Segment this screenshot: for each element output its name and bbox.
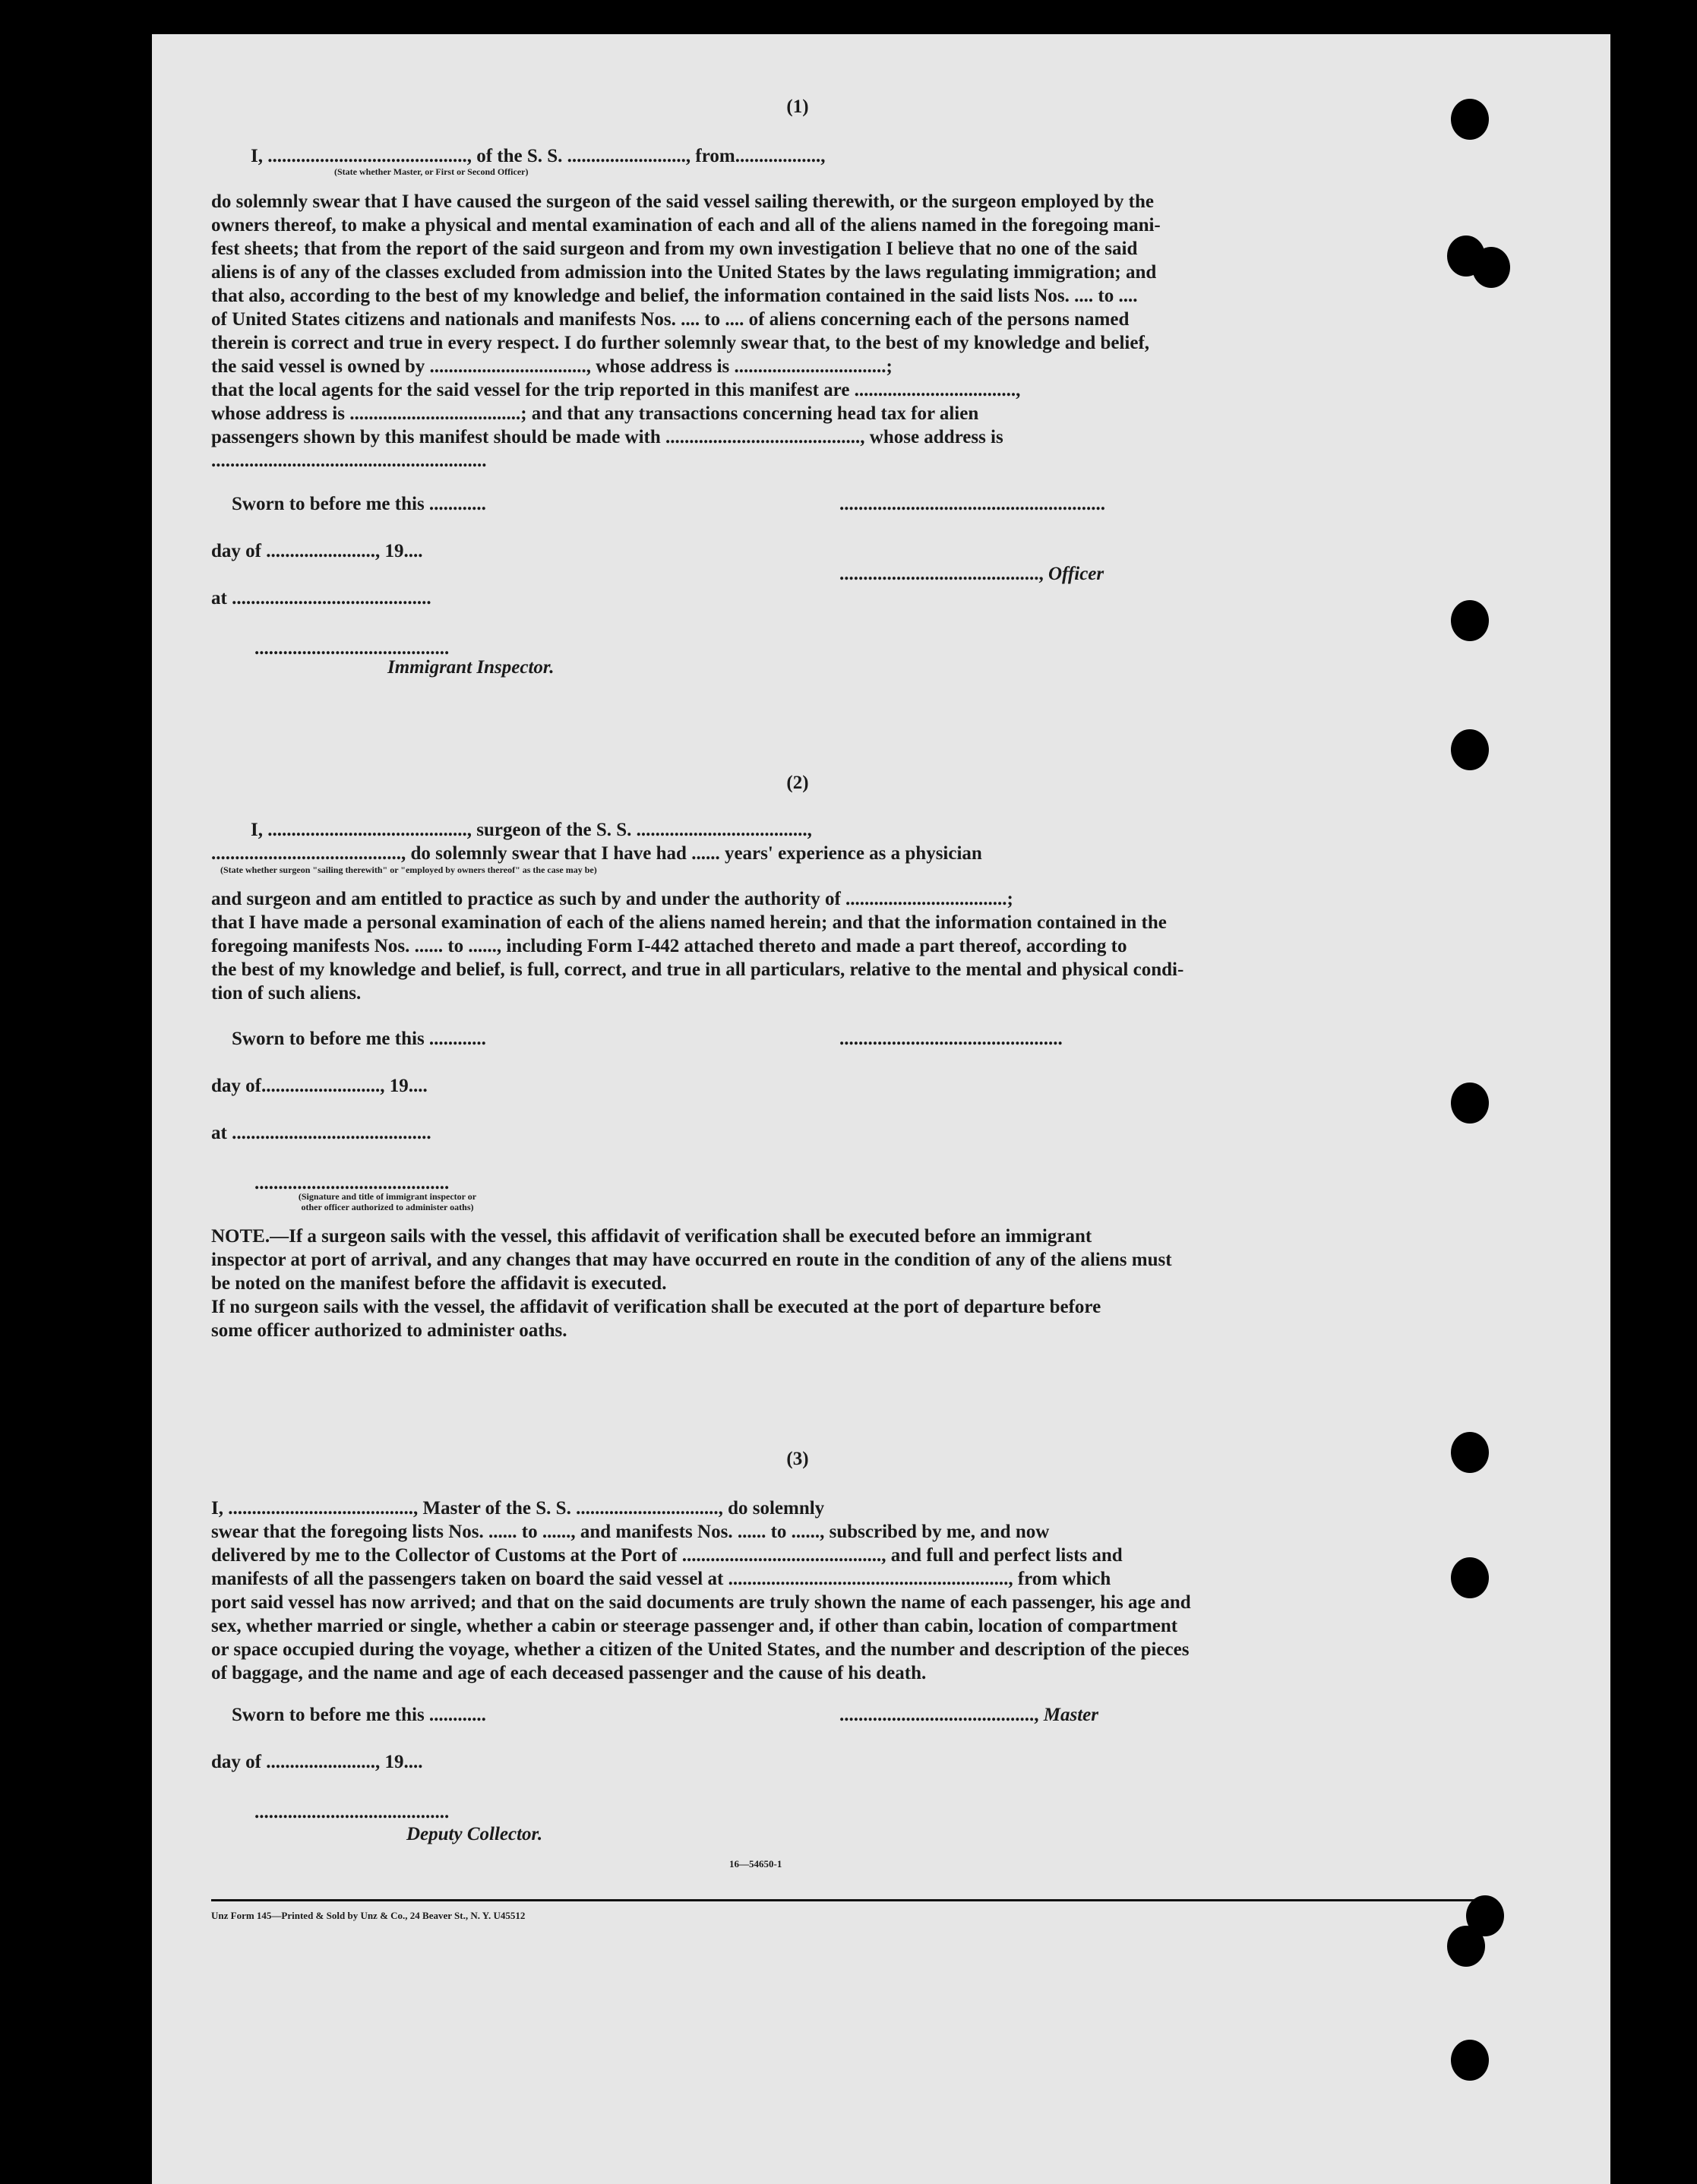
section-2-note: NOTE.—If a surgeon sails with the vessel, this affidavit of verification shall be executed before an immigrant inspector at port of arrival, and any changes that may have occurred en route in the condition of any of the aliens must be noted on the manifest before the affidavit is executed. If no surgeon sails with the vessel, the affidavit of verification shall be executed at the port of departure before some officer authorized to administer oaths. <box>211 1226 1172 1341</box>
section-3-master-row <box>839 1703 1098 1727</box>
section-3-day: day of ......................., 19.... <box>211 1752 423 1772</box>
section-2-inspector-line: ......................................... <box>254 1173 450 1193</box>
footer-rule <box>211 1899 1480 1901</box>
section-1-body: do solemnly swear that I have caused the surgeon of the said vessel sailing therewith, or the surgeon employed by the owners thereof, to make a physical and mental examination of each and all of the aliens named in the foregoing mani- fest sheets; that from the report of the said surgeon and from my own investigation I believe that no one of the said aliens is of any of the classes excluded from admission into the United States by the laws regulating immigration; and that also, according to the best of my knowledge and belief, the information contained in the said lists Nos. .... to .... of United States citizens and nationals and manifests Nos. .... to .... of aliens concerning each of the persons named therein is correct and true in every respect. I do further solemnly swear that, to the best of my knowledge and belief, the said vessel is owned by ................................., whose address is ................................; that the local agents for the said vessel for the trip reported in this manifest are .................................., whose address is ....................................; and that any transactions concerning head tax for alien passengers shown by this manifest should be made with ........................................., whose address is .......................................................... <box>211 191 1161 471</box>
punch-hole <box>1451 1557 1489 1598</box>
section-1-caption: (State whether Master, or First or Second Officer) <box>334 166 529 177</box>
section-2-signature-line: ............................................... <box>839 1029 1063 1049</box>
document-page <box>152 34 1610 2184</box>
section-1-inspector-line: ......................................... <box>254 638 450 659</box>
section-3-body: I, ......................................., Master of the S. S. .............................., do solemnly swear that the foregoing lists Nos. ...... to ......, and manifests Nos. ...... to ......, subscribed by me, and now delivered by me to the Collector of Customs at the Port of .........................................., and full and perfect lists and manifests of all the passengers taken on board the said vessel at ..........................................................., from which port said vessel has now arrived; and that on the said documents are truly shown the name of each passenger, his age and sex, whether married or single, whether a cabin or steerage passenger and, if other than cabin, location of compartment or space occupied during the voyage, whether a citizen of the United States, and the number and description of the pieces of baggage, and the name and age of each deceased passenger and the cause of his death. <box>211 1498 1191 1683</box>
footer-imprint: Unz Form 145—Printed & Sold by Unz & Co., 24 Beaver St., N. Y. U45512 <box>211 1910 526 1921</box>
section-3-sworn: Sworn to before me this ............ <box>232 1705 486 1725</box>
section-2-body: and surgeon and am entitled to practice as such by and under the authority of ..................................; that I have made a personal examination of each of the aliens named herein; and that the information contained in the foregoing manifests Nos. ...... to ......, including Form I-442 attached thereto and made a part thereof, according to the best of my knowledge and belief, is full, correct, and true in all particulars, relative to the mental and physical condi- tion of such aliens. <box>211 889 1184 1004</box>
punch-hole <box>1451 1083 1489 1124</box>
section-3-master-label: Master <box>1043 1705 1098 1725</box>
section-1-officer-line: .........................................., <box>839 564 1044 584</box>
section-3-deputy-line: ......................................... <box>254 1802 450 1822</box>
section-2-line2: ........................................, do solemnly swear that I have had ...... years' experience as a physician <box>211 843 982 864</box>
section-2-number: (2) <box>786 773 809 793</box>
section-2-line1: I, .........................................., surgeon of the S. S. ...................................., <box>251 820 812 840</box>
punch-hole <box>1451 600 1489 641</box>
section-2-caption-line1: (Signature and title of immigrant inspector or <box>298 1191 477 1202</box>
punch-hole <box>1451 729 1489 770</box>
section-3-number: (3) <box>786 1449 809 1469</box>
punch-hole <box>1451 99 1489 140</box>
section-1-line1: I, .........................................., of the S. S. ........................., from.................., <box>251 146 826 166</box>
section-2-sworn: Sworn to before me this ............ <box>232 1029 486 1049</box>
section-2-day: day of........................., 19.... <box>211 1076 428 1096</box>
section-3-deputy-label: Deputy Collector. <box>406 1824 543 1844</box>
section-1-inspector-label: Immigrant Inspector. <box>387 657 555 678</box>
section-1-officer-label: Officer <box>1048 564 1104 584</box>
section-1-day: day of ......................., 19.... <box>211 541 423 561</box>
section-1-at: at .......................................... <box>211 588 431 608</box>
section-2-caption-line2: other officer authorized to administer oaths) <box>301 1202 474 1212</box>
section-1-sworn: Sworn to before me this ............ <box>232 494 486 514</box>
punch-hole <box>1451 1432 1489 1473</box>
punch-hole <box>1447 1926 1485 1967</box>
section-2-caption: (State whether surgeon "sailing therewith" or "employed by owners thereof" as the case may be) <box>220 864 597 875</box>
section-3-master-line: ........................................., <box>839 1705 1039 1725</box>
form-number: 16—54650-1 <box>729 1858 782 1870</box>
section-1-officer-row <box>839 562 1104 586</box>
section-2-at: at .......................................... <box>211 1123 431 1143</box>
section-1-number: (1) <box>786 96 809 117</box>
punch-hole <box>1451 2040 1489 2081</box>
section-1-signature-line: ........................................................ <box>839 494 1105 514</box>
punch-hole <box>1472 247 1510 288</box>
